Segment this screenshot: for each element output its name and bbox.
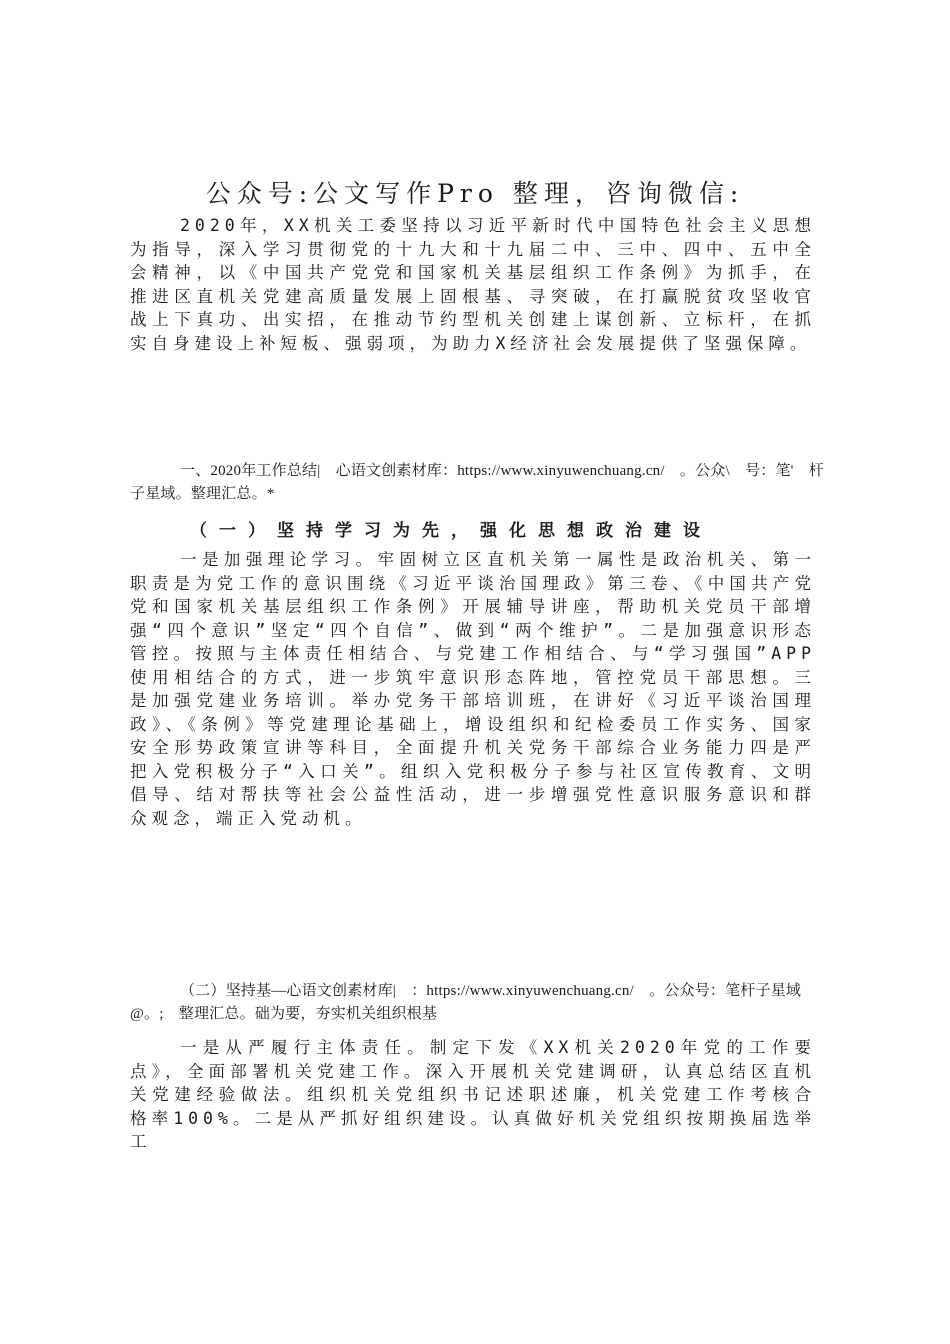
section1-body-paragraph: 一是加强理论学习。牢固树立区直机关第一属性是政治机关、第一职责是为党工作的意识围绕《习近平谈治国理政》第三卷、《中国共产党党和国家机关基层组织工作条例》开展辅导讲座，帮助机关党员干部增强“四个意识”坚定“四个自信”、做到“两个维护”。二是加强意识形态管控。按照与主体责任相结合、与党建工作相结合、与“学习强国”APP使用相结合的方式，进一步筑牢意识形态阵地，管控党员干部思想。三是加强党建业务培训。举办党务干部培训班，在讲好《习近平谈治国理政》、《条例》等党建理论基础上，增设组织和纪检委员工作实务、国家安全形势政策宣讲等科目，全面提升机关党务干部综合业务能力四是严把入党积极分子“入口关”。组织入党积极分子参与社区宣传教育、文明倡导、结对帮扶等社会公益性活动，进一步增强党性意识服务意识和群众观念，端正入党动机。 xyxy=(130,550,816,828)
section1-meta-line: 一、2020年工作总结| 心语文创素材库：https://www.xinyuwenchuang.cn/ 。公众\ 号：笔' 杆子星域。整理汇总。* xyxy=(130,463,824,502)
section2-body-paragraph: 一是从严履行主体责任。制定下发《XX机关2020年党的工作要点》，全面部署机关党建工作。深入开展机关党建调研，认真总结区直机关党建经验做法。组织机关党组织书记述职述廉，机关党建工作考核合格率100%。二是从严抓好组织建设。认真做好机关党组织按期换届选举工 xyxy=(130,1038,816,1151)
section1-heading: （一）坚持学习为先，强化思想政治建设 xyxy=(190,521,712,541)
section2-meta-line: （二）坚持基—心语文创素材库| ：https://www.xinyuwenchuang.cn/ 。公众号：笔杆子星域@。; 整理汇总。础为要，夯实机关组织根基 xyxy=(130,983,802,1022)
document-title: 公众号:公文写作Pro 整理，咨询微信: xyxy=(205,179,745,208)
intro-paragraph: 2020年，XX机关工委坚持以习近平新时代中国特色社会主义思想为指导，深入学习贯彻党的十九大和十九届二中、三中、四中、五中全会精神，以《中国共产党党和国家机关基层组织工作条例》为抓手，在推进区直机关党建高质量发展上固根基、寻突破，在打赢脱贫攻坚收官战上下真功、出实招，在推动节约型机关创建上谋创新、立标杆，在抓实自身建设上补短板、强弱项，为助力X经济社会发展提供了坚强保障。 xyxy=(130,216,816,353)
